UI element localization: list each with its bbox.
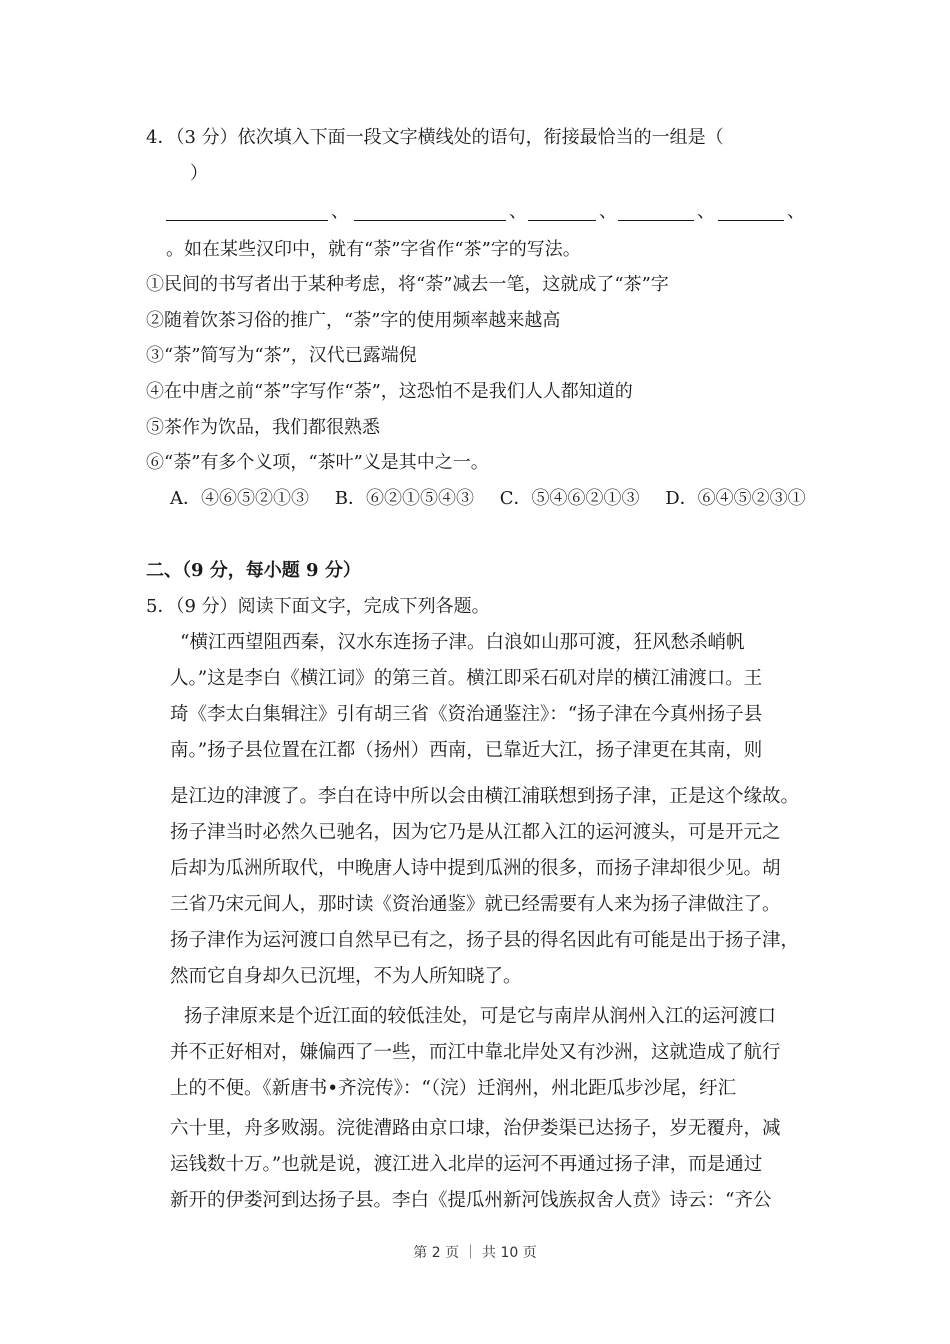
passage-line: “横江西望阻西秦，汉水东连扬子津。白浪如山那可渡，狂风愁杀峭帆	[180, 632, 745, 653]
question-5-stem: 5．（9 分）阅读下面文字，完成下列各题。	[146, 596, 490, 617]
passage-line: 三省乃宋元间人，那时读《资治通鉴》就已经需要有人来为扬子津做注了。	[170, 894, 781, 915]
question-4-stem-close: ）	[190, 163, 208, 184]
blank-3	[528, 220, 596, 221]
passage-line: 然而它自身却久已沉埋，不为人所知晓了。	[170, 966, 522, 987]
passage-line: 是江边的津渡了。李白在诗中所以会由横江浦联想到扬子津，正是这个缘故。	[170, 786, 800, 807]
blank-separator: 、	[787, 201, 805, 222]
passage-line: 六十里，舟多败溺。浣徙漕路由京口埭，治伊娄渠已达扬子，岁无覆舟，减	[170, 1118, 781, 1139]
blank-separator: 、	[599, 201, 617, 222]
passage-line: 扬子津当时必然久已驰名，因为它乃是从江都入江的运河渡头，可是开元之	[170, 822, 781, 843]
page-footer: 第 2 页 ｜ 共 10 页	[413, 1245, 537, 1261]
statement-1: ①民间的书写者出于某种考虑，将“荼”减去一笔，这就成了“茶”字	[146, 274, 669, 295]
choice-c[interactable]: C．⑤④⑥②①③	[499, 488, 640, 509]
passage-line: 后却为瓜洲所取代，中晚唐人诗中提到瓜洲的很多，而扬子津却很少见。胡	[170, 858, 781, 879]
statement-2: ②随着饮茶习俗的推广，“荼”字的使用频率越来越高	[146, 310, 561, 331]
passage-line: 南。”扬子县位置在江都（扬州）西南，已靠近大江，扬子津更在其南，则	[170, 740, 763, 761]
blank-1	[166, 220, 328, 221]
passage-line: 并不正好相对，嫌偏西了一些，而江中靠北岸处又有沙洲，这就造成了航行	[170, 1042, 781, 1063]
blank-separator: 、	[331, 201, 349, 222]
blank-separator: 、	[509, 201, 527, 222]
blank-4	[618, 220, 694, 221]
passage-sentence: 。如在某些汉印中，就有“荼”字省作“茶”字的写法。	[166, 239, 581, 260]
passage-line: 扬子津作为运河渡口自然早已有之，扬子县的得名因此有可能是出于扬子津，	[170, 930, 800, 951]
choice-b[interactable]: B．⑥②①⑤④③	[334, 488, 474, 509]
passage-line: 琦《李太白集辑注》引有胡三省《资治通鉴注》：“扬子津在今真州扬子县	[170, 704, 763, 725]
choice-a[interactable]: A．④⑥⑤②①③	[170, 488, 309, 509]
statement-6: ⑥“荼”有多个义项，“茶叶”义是其中之一。	[146, 452, 489, 473]
passage-line: 人。”这是李白《横江词》的第三首。横江即采石矶对岸的横江浦渡口。王	[170, 668, 763, 689]
passage-line: 运钱数十万。”也就是说，渡江进入北岸的运河不再通过扬子津，而是通过	[170, 1154, 763, 1175]
choice-d[interactable]: D．⑥④⑤②③①	[665, 488, 806, 509]
passage-line: 新开的伊娄河到达扬子县。李白《提瓜州新河饯族叔舍人贲》诗云：“齐公	[170, 1190, 772, 1211]
statement-5: ⑤茶作为饮品，我们都很熟悉	[146, 417, 380, 438]
blank-separator: 、	[697, 201, 715, 222]
statement-3: ③“荼”简写为“茶”，汉代已露端倪	[146, 345, 417, 366]
passage-line: 上的不便。《新唐书•齐浣传》：“（浣）迁润州，州北距瓜步沙尾，纡汇	[170, 1078, 737, 1099]
question-4-stem: 4．（3 分）依次填入下面一段文字横线处的语句，衔接最恰当的一组是（	[146, 127, 724, 148]
fill-in-blanks	[166, 200, 806, 224]
blank-2	[354, 220, 506, 221]
answer-choices	[170, 487, 826, 511]
passage-line: 扬子津原来是个近江面的较低洼处，可是它与南岸从润州入江的运河渡口	[184, 1006, 777, 1027]
blank-5	[718, 220, 784, 221]
section-heading: 二、（9 分，每小题 9 分）	[146, 560, 361, 581]
statement-4: ④在中唐之前“茶”字写作“荼”，这恐怕不是我们人人都知道的	[146, 381, 633, 402]
